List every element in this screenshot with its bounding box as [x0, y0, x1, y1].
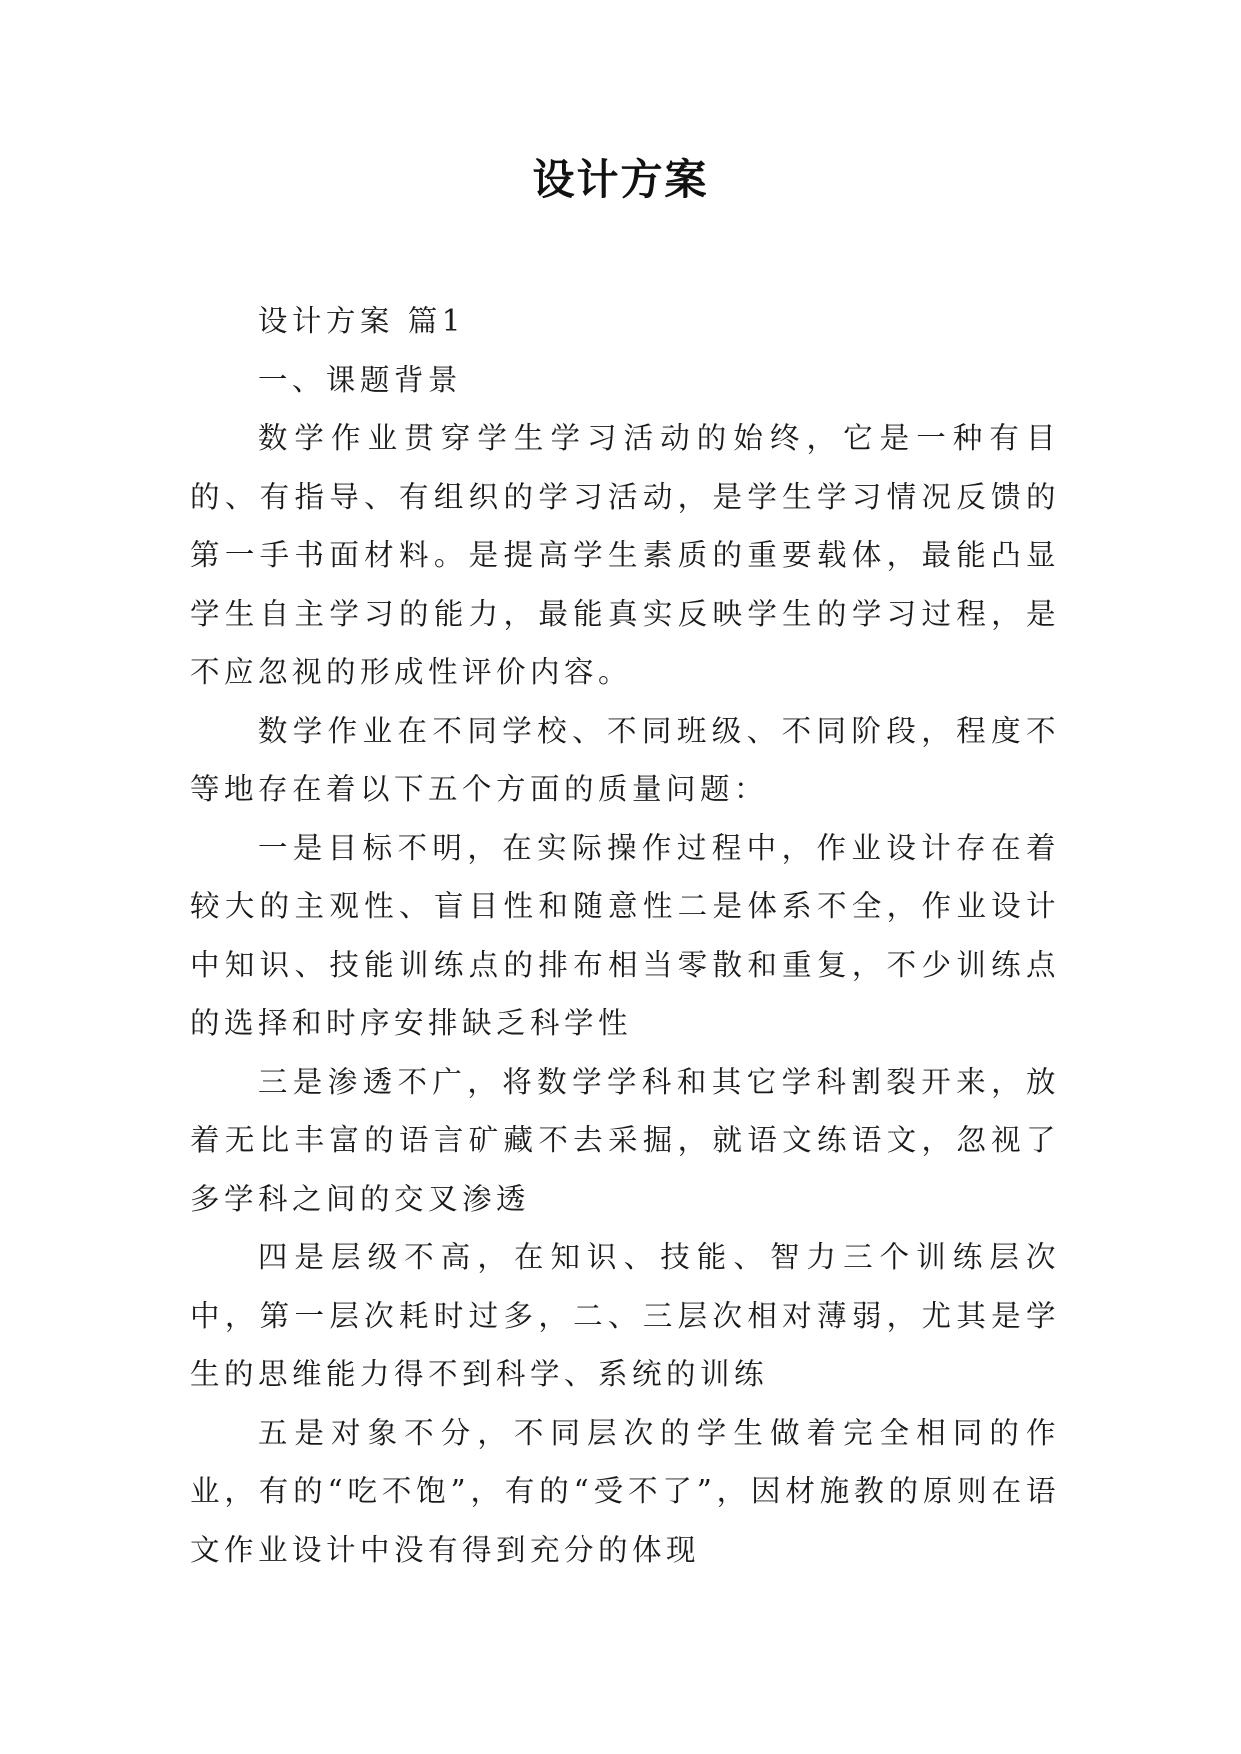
body-paragraph: 一是目标不明，在实际操作过程中，作业设计存在着较大的主观性、盲目性和随意性二是体系不全，作业设计中知识、技能训练点的排布相当零散和重复，不少训练点的选择和时序安排缺乏科学性	[190, 830, 1060, 1040]
body-paragraph: 三是渗透不广，将数学学科和其它学科割裂开来，放着无比丰富的语言矿藏不去采掘，就语文练语文，忽视了多学科之间的交叉渗透	[190, 1064, 1060, 1216]
body-paragraph: 四是层级不高，在知识、技能、智力三个训练层次中，第一层次耗时过多，二、三层次相对薄弱，尤其是学生的思维能力得不到科学、系统的训练	[190, 1240, 1060, 1391]
body-paragraph: 五是对象不分，不同层次的学生做着完全相同的作业，有的“吃不饱”，有的“受不了”，因材施教的原则在语文作业设计中没有得到充分的体现	[190, 1415, 1060, 1567]
document-body	[190, 292, 1060, 1579]
document-title: 设计方案	[532, 155, 709, 204]
subsection-heading: 一、课题背景	[257, 362, 462, 397]
body-paragraph: 数学作业在不同学校、不同班级、不同阶段，程度不等地存在着以下五个方面的质量问题：	[190, 713, 1060, 806]
section-heading: 设计方案 篇1	[257, 304, 465, 338]
body-paragraph: 数学作业贯穿学生学习活动的始终，它是一种有目的、有指导、有组织的学习活动，是学生学习情况反馈的第一手书面材料。是提高学生素质的重要载体，最能凸显学生自主学习的能力，最能真实反映学生的学习过程，是不应忽视的形成性评价内容。	[190, 421, 1060, 689]
